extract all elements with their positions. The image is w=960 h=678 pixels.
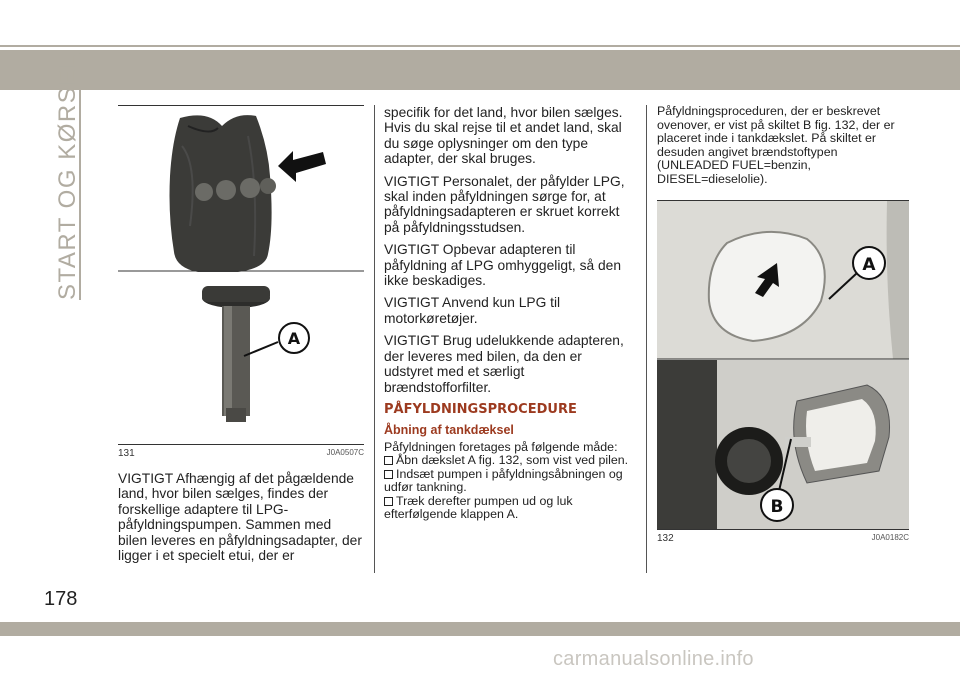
step-item: Indsæt pumpen i påfyldningsåbningen og udfør tankning. bbox=[384, 466, 623, 495]
top-band bbox=[0, 50, 960, 90]
figure-131-caption bbox=[118, 448, 364, 459]
procedure-intro: Påfyldningen foretages på følgende måde: bbox=[384, 439, 618, 454]
column-2 bbox=[384, 105, 634, 522]
figure-code: J0A0507C bbox=[326, 448, 364, 457]
paragraph-label-info: Påfyldningsproceduren, der er beskrevet ovenover, er vist på skiltet B fig. 132, der er placeret inde i tankdækslet. På skiltet er desuden angivet brændstoftypen (UNLEADED FUEL=benzin, DIESEL=dieselolie). bbox=[657, 104, 895, 186]
label-a-132: A bbox=[862, 255, 876, 275]
figure-131 bbox=[118, 105, 364, 445]
subsection-heading: Åbning af tankdæksel bbox=[384, 422, 514, 437]
paragraph-adapter-intro: VIGTIGT Afhængig af det pågældende land, hvor bilen sælges, findes der forskellige adaptere til LPG-påfyldningspumpen. Sammen med bilen leveres en påfyldningsadapter, der ligger i et specielt etui, der er bbox=[118, 471, 362, 564]
paragraph: specifik for det land, hvor bilen sælges. Hvis du skal rejse til et andet land, skal du søge oplysninger om den type adapter, der skal bruges. bbox=[384, 105, 623, 167]
section-title: START OG KØRSEL bbox=[54, 53, 81, 300]
column-1 bbox=[118, 105, 364, 570]
label-b-132: B bbox=[770, 497, 784, 517]
top-rule bbox=[0, 45, 960, 47]
label-a-131: A bbox=[287, 329, 301, 348]
checkbox-icon bbox=[384, 470, 393, 479]
checkbox-icon bbox=[384, 456, 393, 465]
figure-131-image bbox=[118, 106, 364, 445]
paragraph: VIGTIGT Personalet, der påfylder LPG, skal inden påfyldningen sørge for, at påfyldningsadapteren er skruet korrekt på påfyldningsstudsen. bbox=[384, 173, 625, 235]
figure-132-caption bbox=[657, 533, 909, 544]
step-item: Åbn dækslet A fig. 132, som vist ved pilen. bbox=[384, 454, 634, 468]
paragraph: VIGTIGT Anvend kun LPG til motorkøretøjer. bbox=[384, 295, 561, 326]
step-item: Træk derefter pumpen ud og luk efterfølgende klappen A. bbox=[384, 493, 573, 522]
figure-number: 131 bbox=[118, 448, 135, 459]
figure-132-image bbox=[657, 201, 909, 530]
watermark-link[interactable]: carmanualsonline.info bbox=[553, 648, 754, 670]
figure-number: 132 bbox=[657, 533, 674, 544]
paragraph: VIGTIGT Brug udelukkende adapteren, der leveres med bilen, da den er udstyret med et særligt brændstofforfilter. bbox=[384, 333, 624, 395]
bottom-band bbox=[0, 622, 960, 636]
checkbox-icon bbox=[384, 497, 393, 506]
column-divider bbox=[374, 105, 375, 573]
column-divider bbox=[646, 105, 647, 573]
figure-132 bbox=[657, 200, 909, 530]
section-heading: PÅFYLDNINGSPROCEDURE bbox=[384, 401, 577, 417]
paragraph: VIGTIGT Opbevar adapteren til påfyldning af LPG omhyggeligt, så den ikke beskadiges. bbox=[384, 242, 621, 289]
column-3 bbox=[657, 105, 909, 544]
figure-code: J0A0182C bbox=[871, 533, 909, 542]
page-number: 178 bbox=[44, 588, 78, 610]
